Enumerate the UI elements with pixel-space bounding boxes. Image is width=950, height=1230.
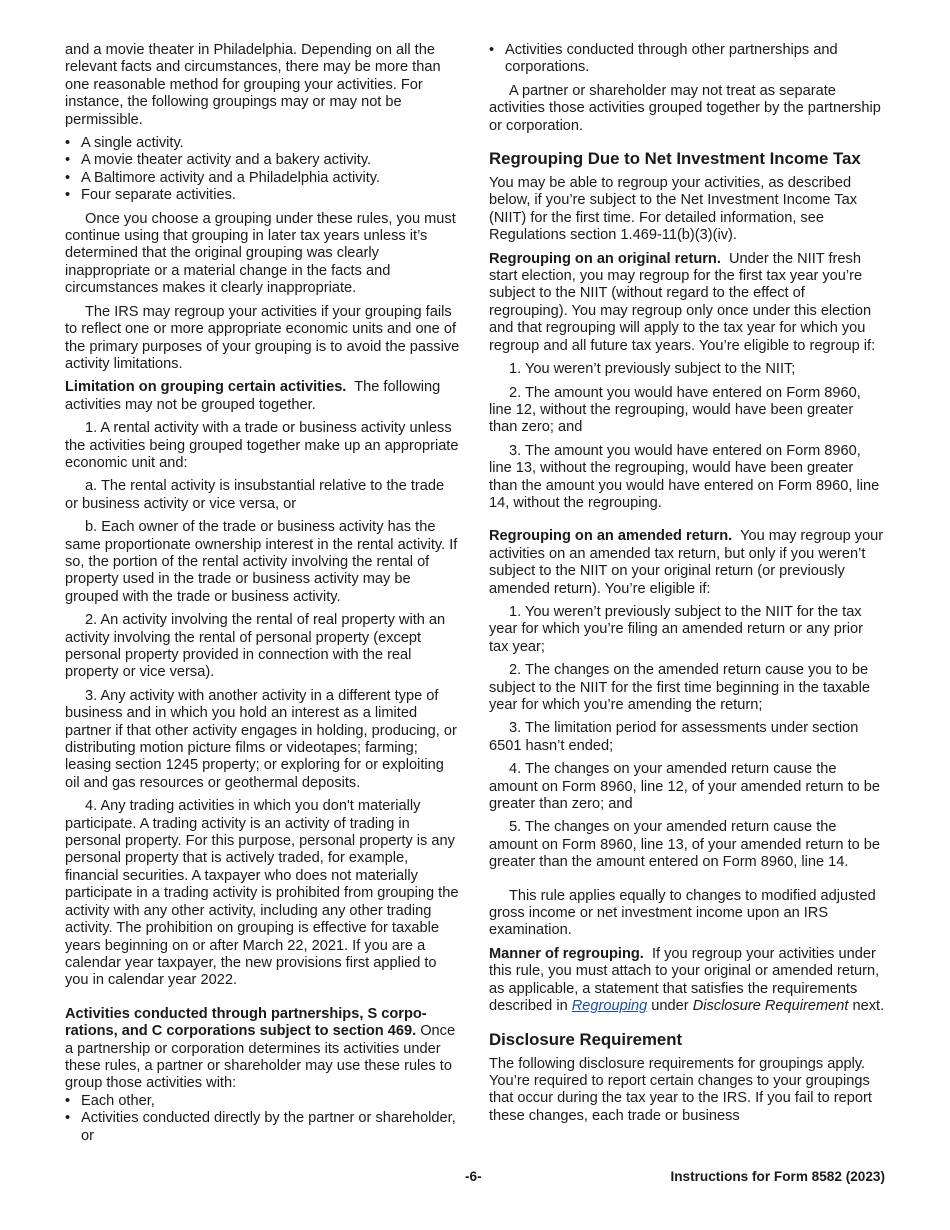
list-item: • A movie theater activity and a bakery activity. (65, 152, 372, 169)
partnership-list (65, 1093, 461, 1145)
limitation-heading: Limitation on grouping certain activities. (65, 379, 347, 396)
list-item: • Each other, (65, 1092, 155, 1109)
partnerships-heading: Activities conducted through partnerships, S corpo-rations, and C corporations subject to section 469. (65, 1005, 427, 1040)
irs-regroup-paragraph: The IRS may regroup your activities if your grouping fails to reflect one or more appropriate economic units and one of the primary purposes of your grouping is to avoid the passive activity limitations. (65, 303, 460, 372)
manner-heading: Manner of regrouping. (489, 945, 644, 962)
intro-paragraph: and a movie theater in Philadelphia. Depending on all the relevant facts and circumstances, there may be more than one reasonable method for grouping your activities. For instance, the following groupings may or may not be permissible. (65, 42, 441, 128)
limitation-item-4: 4. Any trading activities in which you don't materially participate. A trading activity is an activity of trading in personal property. For this purpose, personal property is any personal property that is actively traded, for example, financial securities. A taxpayer who does not materially participate in a trading activity is prohibited from grouping the activity with any other activity, including any other trading activity. The prohibition on grouping is effective for taxable years beginning on or after March 22, 2021. If you are a calendar year taxpayer, the new provisions first applied to you in calendar year 2022. (65, 798, 459, 989)
bullet-icon: • (65, 135, 71, 152)
amended-item-3: 3. The limitation period for assessments under section 6501 hasn’t ended; (489, 720, 859, 754)
disclosure-paragraph: The following disclosure requirements for groupings apply. You’re required to report certain changes to your groupings that occur during the tax year to the IRS. If you fail to report these changes, each trade or business (489, 1055, 872, 1124)
niit-heading: Regrouping Due to Net Investment Income Tax (489, 149, 861, 169)
once-paragraph: Once you choose a grouping under these rules, you must continue using that grouping in later tax years unless it’s determined that the original grouping was clearly inappropriate or a material change in the facts and circumstances makes it clearly inappropriate. (65, 210, 456, 297)
bullet-icon: • (65, 1092, 71, 1109)
partner-paragraph: A partner or shareholder may not treat as separate activities those activities grouped together by the partnership or corporation. (489, 82, 881, 134)
bullet-icon: • (65, 187, 71, 204)
list-item: • Activities conducted through other partnerships and corporations. (489, 42, 838, 76)
disclosure-heading: Disclosure Requirement (489, 1029, 683, 1049)
regrouping-link[interactable]: Regrouping (571, 998, 648, 1015)
page-number: -6- (465, 1169, 482, 1184)
document-title: Instructions for Form 8582 (2023) (670, 1169, 885, 1184)
original-item-1: 1. You weren’t previously subject to the NIIT; (509, 361, 796, 378)
rule-paragraph: This rule applies equally to changes to modified adjusted gross income or net investment income upon an IRS examination. (489, 887, 876, 939)
bullet-icon: • (65, 152, 71, 169)
list-item: • A Baltimore activity and a Philadelphia activity. (65, 169, 381, 186)
amended-return-heading: Regrouping on an amended return. (489, 528, 733, 545)
original-return-heading: Regrouping on an original return. (489, 250, 721, 267)
list-item: • Activities conducted directly by the partner or shareholder, or (65, 1110, 456, 1144)
amended-item-2: 2. The changes on the amended return cause you to be subject to the NIIT for the first time beginning in the taxable year for which you’re amending the return; (489, 662, 870, 713)
niit-intro: You may be able to regroup your activities, as described below, if you’re subject to the Net Investment Income Tax (NIIT) for the first time. For detailed information, see Regulations section 1.469-11(b)(3)(iv). (489, 175, 858, 244)
limitation-item-1a: a. The rental activity is insubstantial relative to the trade or business activity or vice versa, or (65, 478, 445, 512)
list-item: • Four separate activities. (65, 187, 236, 204)
partnerships-paragraph: Activities conducted through partnerships, S corpo-rations, and C corporations subject to section 469. Once a partnership or corporation determines its activities under these rules, a partner or shareholder may use these rules to group those activities with: (65, 1005, 456, 1092)
limitation-item-1b: b. Each owner of the trade or business activity has the same proportionate ownership interest in the rental activity. If so, the portion of the rental activity involving the rental of property used in the trade or business activity may be grouped with the trade or business activity. (65, 519, 458, 605)
amended-return-paragraph: Regrouping on an amended return. You may regroup your activities on an amended tax return, but only if you weren’t subject to the NIIT on your original return (or previously amended return). You’re eligible if: (489, 528, 884, 597)
limitation-item-2: 2. An activity involving the rental of real property with an activity involving the rental of personal property (except personal property provided in connection with the real property or vice versa). (65, 612, 446, 681)
amended-item-1: 1. You weren’t previously subject to the NIIT for the tax year for which you’re filing an amended return or any prior tax year; (489, 603, 863, 655)
bullet-icon: • (65, 1110, 71, 1127)
disclosure-requirement-ref: Disclosure Requirement (692, 998, 849, 1015)
bullet-icon: • (65, 169, 71, 186)
amended-item-5: 5. The changes on your amended return cause the amount on Form 8960, line 13, of your amended return to be greater than the amount entered on Form 8960, line 14. (489, 819, 881, 871)
manner-paragraph: Manner of regrouping. If you regroup your activities under this rule, you must attach to your original or amended return, as applicable, a statement that satisfies the requirements described in Regrouping under Disclosure Requirement next. (489, 945, 885, 1015)
original-item-2: 2. The amount you would have entered on Form 8960, line 12, without the regrouping, would have been greater than zero; and (489, 384, 861, 436)
amended-item-4: 4. The changes on your amended return cause the amount on Form 8960, line 12, of your amended return to be greater than zero; and (489, 761, 881, 813)
right-column (489, 42, 885, 1131)
limitation-item-3: 3. Any activity with another activity in a different type of business and in which you hold an interest as a limited partner if that other activity engages in holding, producing, or distributing motion picture films or videotapes; farming; leasing section 1245 property; or exploring for or exploiting oil and gas resources or geothermal deposits. (65, 687, 457, 791)
groupings-list (65, 135, 461, 205)
limitation-paragraph: Limitation on grouping certain activities. The following activities may not be grouped together. (65, 379, 441, 413)
limitation-item-1: 1. A rental activity with a trade or business activity unless the activities being grouped together make up an appropriate economic unit and: (65, 420, 459, 471)
bullet-icon: • (489, 42, 495, 58)
left-column (65, 42, 461, 1151)
original-item-3: 3. The amount you would have entered on Form 8960, line 13, without the regrouping, would have been greater than the amount you would have entered on Form 8960, line 14, without the regrouping. (489, 442, 880, 511)
original-return-paragraph: Regrouping on an original return. Under the NIIT fresh start election, you may regroup for the first tax year you’re subject to the NIIT (without regard to the effect of regrouping). You may regroup only once under this election and that regrouping will apply to the tax year for which you regroup and all future tax years. You’re eligible to regroup if: (489, 250, 876, 354)
list-item: • A single activity. (65, 135, 184, 152)
